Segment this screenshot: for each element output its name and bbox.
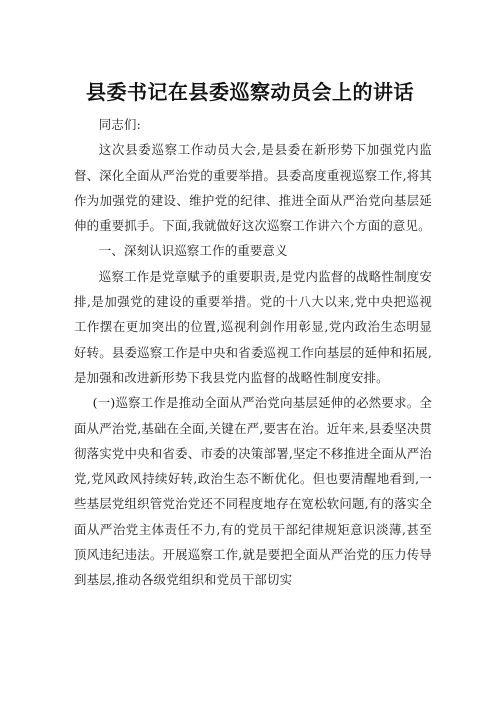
paragraph-section-1: 巡察工作是党章赋予的重要职责,是党内监督的战略性制度安排,是加强党的建设的重要举措。党的十八大以来,党中央把巡视工作摆在更加突出的位置,巡视利剑作用彰显,党内政治生态明显好转。县委巡察工作是中央和省委巡视工作向基层的延伸和拓展,是加强和改进新形势下我县党内监督的战略性制度安排。 — [74, 268, 432, 385]
salutation: 同志们: — [98, 117, 141, 132]
paragraph-intro: 这次县委巡察工作动员大会,是县委在新形势下加强党内监督、深化全面从严治党的重要举措。县委高度重视巡察工作,将其作为加强党的建设、维护党的纪律、推进全面从严治党向基层延伸的重要抓手。下面,我就做好这次巡察工作讲六个方面的意见。 — [74, 142, 432, 234]
section-heading-1: 一、深刻认识巡察工作的重要意义 — [98, 243, 288, 259]
document-title: 县委书记在县委巡察动员会上的讲话 — [86, 80, 414, 104]
document-body — [74, 108, 432, 593]
paragraph-subsection-1: (一)巡察工作是推动全面从严治党向基层延伸的必然要求。全面从严治党,基础在全面,关键在严,要害在治。近年来,县委坚决贯彻落实党中央和省委、市委的决策部署,坚定不移推进全面从严治党,党风政风持续好转,政治生态不断优化。但也要清醒地看到,一些基层党组织管党治党还不同程度地存在宽松软问题,有的落实全面从严治党主体责任不力,有的党员干部纪律规矩意识淡薄,甚至顶风违纪违法。开展巡察工作,就是要把全面从严治党的压力传导到基层,推动各级党组织和党员干部切实 — [74, 395, 432, 588]
